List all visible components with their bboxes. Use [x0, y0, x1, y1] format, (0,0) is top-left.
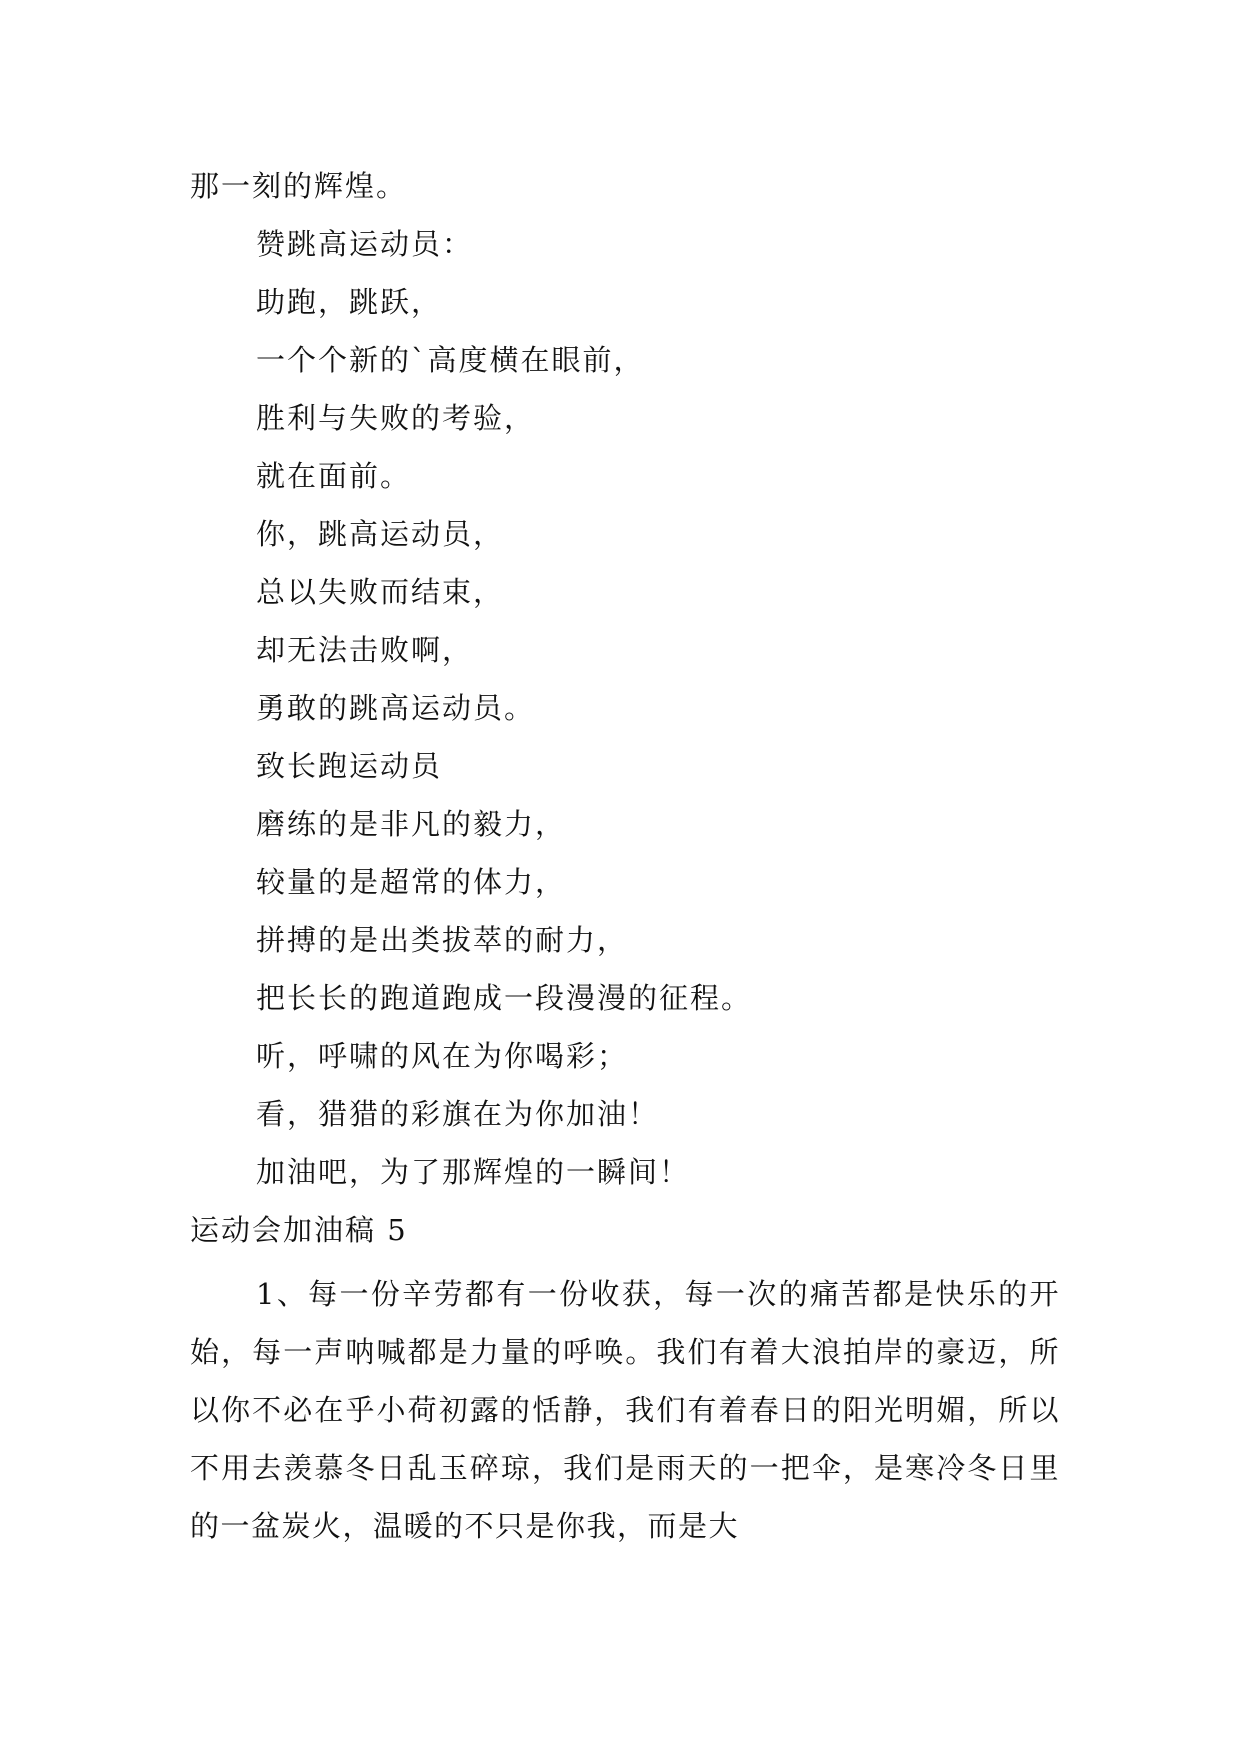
poem-line: 拼搏的是出类拔萃的耐力，	[256, 923, 629, 957]
poem-line: 把长长的跑道跑成一段漫漫的征程。	[256, 981, 753, 1015]
poem-title-high-jump: 赞跳高运动员：	[256, 227, 474, 261]
poem-line: 加油吧，为了那辉煌的一瞬间！	[256, 1155, 691, 1189]
poem-line: 却无法击败啊，	[256, 633, 474, 667]
poem-line: 勇敢的跳高运动员。	[256, 691, 536, 725]
poem-title-long-distance: 致长跑运动员	[256, 749, 443, 783]
poem-line: 你，跳高运动员，	[256, 517, 505, 551]
poem-line: 听，呼啸的风在为你喝彩；	[256, 1039, 629, 1073]
body-paragraph: 1、每一份辛劳都有一份收获，每一次的痛苦都是快乐的开始，每一声呐喊都是力量的呼唤。我们有着大浪拍岸的豪迈，所以你不必在乎小荷初露的恬静，我们有着春日的阳光明媚，所以不用去羡慕冬日乱玉碎琼，我们是雨天的一把伞，是寒冷冬日里的一盆炭火，温暖的不只是你我，而是大	[190, 1277, 1060, 1543]
continuation-line: 那一刻的辉煌。	[190, 169, 408, 203]
poem-line: 就在面前。	[256, 459, 412, 493]
poem-line: 一个个新的`高度横在眼前，	[256, 343, 645, 377]
poem-line: 较量的是超常的体力，	[256, 865, 567, 899]
poem-line: 磨练的是非凡的毅力，	[256, 807, 567, 841]
poem-line: 助跑，跳跃，	[256, 285, 443, 319]
poem-line: 看，猎猎的彩旗在为你加油！	[256, 1097, 660, 1131]
poem-line: 总以失败而结束，	[256, 575, 505, 609]
section-heading: 运动会加油稿 5	[190, 1213, 408, 1247]
poem-line: 胜利与失败的考验，	[256, 401, 536, 435]
